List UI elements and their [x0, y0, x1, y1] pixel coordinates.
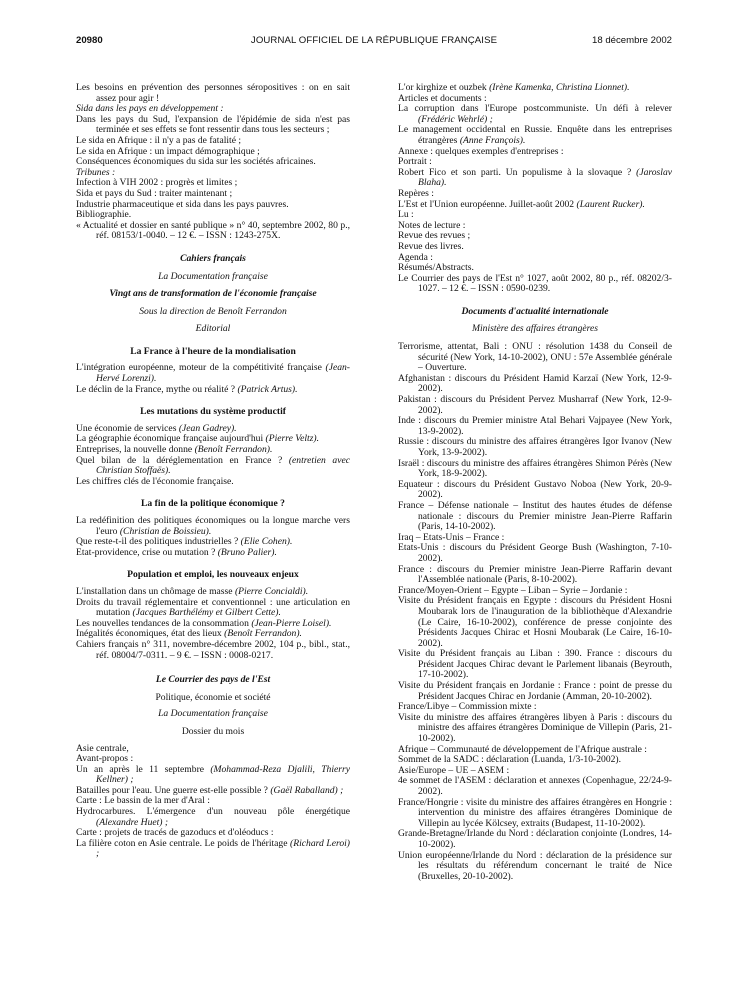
- article-entry: [76, 385, 350, 396]
- item-author: (Richard Leroi) ;: [96, 837, 350, 860]
- article-entry: [398, 168, 672, 189]
- document-entry: Equateur : discours du Président Gustavo Noboa (New York, 20-9-2002).: [398, 478, 672, 501]
- article-entry: [76, 807, 350, 828]
- item-author: (Frédéric Wehrlé) ;: [418, 113, 493, 125]
- item-text: Que reste-t-il des politiques industrielles ?: [76, 536, 239, 548]
- article-entry: [398, 104, 672, 125]
- cahiers-title: Cahiers français: [180, 252, 246, 264]
- courrier-title: Le Courrier des pays de l'Est: [155, 674, 271, 686]
- item-text: Le déclin de la France, mythe ou réalité ?: [76, 383, 236, 395]
- courrier-dossier: Dossier du mois: [181, 725, 245, 737]
- cahiers-reference: Cahiers français n° 311, novembre-décembre 2002, 104 p., bibl., stat., réf. 08004/7-0311. – 9 €. – ISSN : 0008-0217.: [76, 638, 350, 661]
- section-heading: Population et emploi, les nouveaux enjeux: [127, 569, 299, 581]
- page-number: 20980: [76, 35, 103, 46]
- cahiers-subtitle: Vingt ans de transformation de l'économie française: [109, 288, 317, 300]
- section-label: Sida dans les pays en développement :: [76, 103, 224, 115]
- document-entry: Union européenne/Irlande du Nord : déclaration de la présidence sur les résultats du référendum concernant le traité de Nice (Bruxelles, 20-10-2002).: [398, 849, 672, 882]
- journal-title: JOURNAL OFFICIEL DE LA RÉPUBLIQUE FRANÇAISE: [250, 35, 498, 46]
- item-text: Etat-providence, crise ou mutation ?: [76, 546, 216, 558]
- item-author: (Elie Cohen).: [240, 536, 293, 548]
- item-author: (Jean-Pierre Loisel).: [251, 617, 332, 629]
- item-text: Les nouvelles tendances de la consommation: [76, 617, 249, 629]
- item-author: (Gaël Raballand) ;: [270, 784, 344, 796]
- item-text: Avant-propos :: [76, 753, 134, 765]
- list-item: Le sida en Afrique : un impact démographique ;: [76, 145, 260, 157]
- item-author: (Irène Kamenka, Christina Lionnet).: [489, 82, 630, 93]
- item-author: (Pierre Veltz).: [265, 433, 320, 445]
- item-text: L'or kirghize et ouzbek: [398, 82, 487, 93]
- item-text: La géographie économique française aujourd'hui: [76, 433, 264, 445]
- item-author: (Mohammad-Reza Djalili, Thierry Kellner) ;: [96, 763, 350, 786]
- article-entry: [76, 839, 350, 860]
- item-author: (entretien avec Christian Stoffaës).: [96, 454, 350, 477]
- courrier-contents: [76, 744, 350, 861]
- item-author: (Patrick Artus).: [237, 383, 298, 395]
- item-text: Articles et documents :: [398, 92, 487, 104]
- list-item: Conséquences économiques du sida sur les sociétés africaines.: [76, 156, 316, 168]
- item-text: Lu :: [398, 209, 414, 221]
- cahiers-direction: Sous la direction de Benoît Ferrandon: [139, 305, 287, 317]
- item-author: (Benoît Ferrandon).: [224, 628, 302, 640]
- item-text: Quel bilan de la déréglementation en France ?: [76, 454, 283, 466]
- document-entry: France : discours du Premier ministre Jean-Pierre Raffarin devant l'Assemblée nationale (Paris, 8-10-2002).: [398, 563, 672, 586]
- item-author: (Pierre Concialdi).: [234, 585, 309, 597]
- item-text: Les chiffres clés de l'économie française.: [76, 475, 234, 487]
- article-entry: [398, 200, 672, 211]
- item-author: (Jaroslav Blaha).: [418, 166, 673, 189]
- document-entry: Sommet de la SADC : déclaration (Luanda, 1/3-10-2002).: [398, 754, 622, 766]
- document-entry: Russie : discours du ministre des affaires étrangères Igor Ivanov (New York, 13-9-2002).: [398, 436, 672, 458]
- document-entry: Etats-Unis : discours du Président George Bush (Washington, 7-10-2002).: [398, 542, 672, 564]
- list-item: Le sida en Afrique : il n'y a pas de fatalité ;: [76, 134, 242, 146]
- item-text: Résumés/Abstracts.: [398, 262, 474, 274]
- item-text: La corruption dans l'Europe postcommuniste. Un défi à relever: [398, 103, 672, 115]
- item-text: Le management occidental en Russie. Enquête dans les entreprises étrangères: [398, 124, 672, 146]
- item-text: La filière coton en Asie centrale. Le poids de l'héritage: [76, 837, 288, 849]
- right-column: [398, 83, 672, 882]
- document-entry: Asie/Europe – UE – ASEM :: [398, 764, 510, 776]
- item-text: Entreprises, la nouvelle donne: [76, 444, 193, 456]
- item-text: Repères :: [398, 187, 434, 199]
- item-text: Portrait :: [398, 156, 432, 168]
- list-item: Sida et pays du Sud : traiter maintenant ;: [76, 187, 233, 199]
- document-entry: 4e sommet de l'ASEM : déclaration et annexes (Copenhague, 22/24-9-2002).: [398, 775, 672, 797]
- item-text: Annexe : quelques exemples d'entreprises :: [398, 145, 564, 157]
- document-entry: Visite du ministre des affaires étrangères libyen à Paris : discours du ministre des affaires étrangères Dominique de Villepin (Paris, 21-10-2002).: [398, 711, 672, 745]
- courrier-publisher: La Documentation française: [158, 708, 268, 720]
- item-text: Inégalités économiques, état des lieux: [76, 628, 222, 640]
- cahiers-sections: [76, 347, 350, 640]
- item-text: Droits du travail réglementaire et conventionnel : une articulation en mutation: [76, 596, 350, 619]
- sida-contents: [76, 83, 350, 242]
- document-entry: France/Hongrie : visite du ministre des affaires étrangères en Hongrie : intervention du ministre des affaires étrangères Dominique de Villepin au lycée Kölcsey, extraits (Budapest, 11-10-2002).: [398, 796, 672, 829]
- item-author: (Jean Gadrey).: [178, 422, 237, 434]
- document-entry: Pakistan : discours du Président Pervez Musharraf (New York, 12-9-2002).: [398, 394, 672, 416]
- item-author: (Jacques Barthélémy et Gilbert Cette).: [132, 607, 281, 619]
- document-entry: Grande-Bretagne/Irlande du Nord : déclaration conjointe (Londres, 14-10-2002).: [398, 828, 672, 850]
- section-heading: Les mutations du système productif: [140, 406, 286, 418]
- documents-ministry: Ministère des affaires étrangères: [471, 323, 599, 335]
- document-entry: Afghanistan : discours du Président Hamid Karzaï (New York, 12-9-2002).: [398, 372, 672, 395]
- document-entry: Visite du Président français au Liban : 390. France : discours du Président Jacques Chirac devant le Parlement libanais (Beyrouth, 17-10-2002).: [398, 648, 672, 681]
- document-entry: France/Moyen-Orient – Egypte – Liban – Syrie – Jordanie :: [398, 584, 628, 596]
- item-text: Hydrocarbures. L'émergence d'un nouveau pôle énergétique: [76, 806, 350, 818]
- item-author: (Laurent Rucker).: [576, 198, 645, 210]
- cahiers-publisher: La Documentation française: [158, 270, 268, 282]
- list-item: « Actualité et dossier en santé publique » n° 40, septembre 2002, 80 p., réf. 08153/1-0040. – 12 €. – ISSN : 1243-275X.: [76, 219, 350, 242]
- courrier-reference: Le Courrier des pays de l'Est n° 1027, août 2002, 80 p., réf. 08202/3-1027. – 12 €. – ISSN : 0590-0239.: [398, 272, 672, 295]
- item-text: Carte : Le bassin de la mer d'Aral :: [76, 795, 210, 807]
- item-text: La redéfinition des politiques économiques ou la longue marche vers l'euro: [76, 515, 350, 537]
- article-entry: [76, 477, 350, 488]
- section-heading: La fin de la politique économique ?: [141, 498, 285, 510]
- document-entry: Visite du Président français en Egypte : discours du Président Hosni Moubarak lors de l'inauguration de la bibliothèque d'Alexandrie (Le Caire, 16-10-2002), conférence de presse conjointe des Présidents Jacques Chirac et Hosni Moubarak (Le Caire, 16-10-2002).: [398, 595, 672, 649]
- issue-date: 18 décembre 2002: [591, 35, 672, 46]
- courrier-subtitle: Politique, économie et société: [155, 691, 271, 703]
- item-text: Notes de lecture :: [398, 219, 466, 231]
- list-item: Industrie pharmaceutique et sida dans les pays pauvres.: [76, 198, 289, 210]
- documents-entries: [398, 342, 672, 882]
- item-text: Un an après le 11 septembre: [76, 763, 205, 775]
- list-item: Les besoins en prévention des personnes séropositives : on en sait assez pour agir !: [76, 82, 350, 104]
- article-entry: [76, 456, 350, 477]
- item-author: (Christian de Boissieu).: [119, 525, 212, 537]
- item-author: (Alexandre Huet) ;: [96, 816, 169, 828]
- document-entry: Iraq – Etats-Unis – France :: [398, 531, 505, 543]
- item-text: L'Est et l'Union européenne. Juillet-août 2002: [398, 198, 575, 210]
- document-entry: Terrorisme, attentat, Bali : ONU : résolution 1438 du Conseil de sécurité (New York, 14-10-2002), ONU : 57e Assemblée générale – Ouverture.: [398, 341, 672, 374]
- item-text: Revue des revues ;: [398, 230, 471, 242]
- item-text: Revue des livres.: [398, 240, 464, 252]
- article-entry: [398, 147, 672, 158]
- left-column: [76, 83, 350, 860]
- article-entry: [76, 363, 350, 384]
- item-text: Asie centrale,: [76, 742, 129, 754]
- list-item: Infection à VIH 2002 : progrès et limites ;: [76, 177, 238, 189]
- article-entry: [76, 598, 350, 619]
- article-entry: [76, 765, 350, 786]
- article-entry: [398, 242, 672, 253]
- list-item: Dans les pays du Sud, l'expansion de l'épidémie de sida n'est pas terminée et ses effets se font ressentir dans tous les secteurs ;: [76, 113, 350, 136]
- list-item: Bibliographie.: [76, 209, 132, 221]
- document-entry: Afrique – Communauté de développement de l'Afrique australe :: [398, 743, 647, 755]
- document-entry: Israël : discours du ministre des affaires étrangères Shimon Pérès (New York, 18-9-2002).: [398, 457, 672, 480]
- item-text: L'installation dans un chômage de masse: [76, 585, 233, 597]
- item-text: Carte : projets de tracés de gazoducs et d'oléoducs :: [76, 827, 274, 839]
- document-entry: Visite du Président français en Jordanie : France : point de presse du Président Jacques Chirac en Jordanie (Amman, 20-10-2002).: [398, 680, 672, 702]
- item-text: Batailles pour l'eau. Une guerre est-elle possible ?: [76, 784, 268, 796]
- item-text: Robert Fico et son parti. Un populisme à la slovaque ?: [398, 166, 632, 178]
- item-author: (Benoît Ferrandon).: [194, 444, 273, 456]
- page-header: [0, 36, 748, 50]
- cahiers-editorial: Editorial: [195, 323, 231, 335]
- article-entry: [76, 548, 350, 559]
- article-entry: [398, 125, 672, 146]
- courrier-contents-continued: [398, 83, 672, 274]
- section-label: Tribunes :: [76, 166, 116, 178]
- item-text: Agenda :: [398, 251, 433, 263]
- document-entry: France/Libye – Commission mixte :: [398, 701, 537, 713]
- section-heading: La France à l'heure de la mondialisation: [130, 345, 296, 357]
- item-author: (Anne François).: [459, 134, 526, 146]
- document-entry: Inde : discours du Premier ministre Atal Behari Vajpayee (New York, 13-9-2002).: [398, 415, 672, 437]
- item-text: Une économie de services: [76, 422, 177, 434]
- item-text: L'intégration européenne, moteur de la compétitivité française: [76, 362, 322, 374]
- item-author: (Bruno Palier).: [217, 546, 277, 558]
- item-author: (Jean-Hervé Lorenzi).: [96, 362, 350, 385]
- documents-title: Documents d'actualité internationale: [461, 305, 609, 317]
- article-entry: [76, 516, 350, 537]
- document-entry: France – Défense nationale – Institut des hautes études de défense nationale : discours du Premier ministre Jean-Pierre Raffarin (Paris, 14-10-2002).: [398, 499, 672, 533]
